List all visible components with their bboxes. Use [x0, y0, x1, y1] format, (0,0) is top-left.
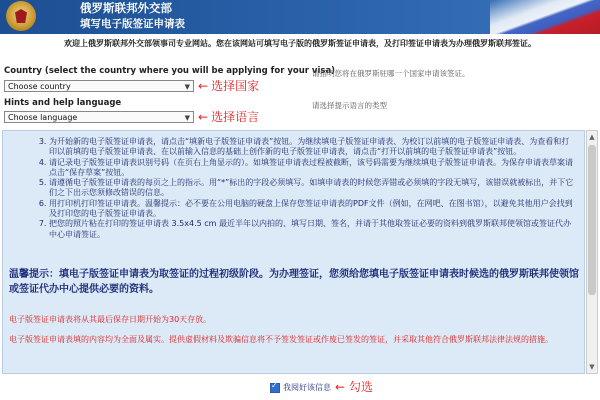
agree-checkbox-row[interactable]	[270, 382, 331, 393]
scrollbar-thumb[interactable]	[588, 145, 596, 295]
country-select-value: Choose country	[8, 82, 71, 91]
language-label: Hints and help language	[4, 98, 122, 108]
country-hint: 请指明您将在俄罗斯驻哪一个国家申请该签证。	[312, 69, 470, 78]
important-notice: 温馨提示：填电子版签证申请表为取签证的过程初级阶段。为办理签证，您须给您填电子版签证申请表时候选的俄罗斯联邦使领馆或签证代办中心提供必要的资料。	[9, 269, 579, 295]
country-annotation: ← 选择国家	[198, 79, 260, 93]
site-title: 俄罗斯联邦外交部	[80, 1, 172, 15]
scrollbar[interactable]	[586, 130, 598, 374]
country-label: Country (select the country where you will be applying for your visa)	[4, 66, 336, 76]
arrow-left-icon: ←	[198, 79, 209, 93]
arrow-left-icon: ←	[335, 380, 346, 394]
language-select-value: Choose language	[8, 113, 78, 122]
truthfulness-warning: 电子版签证申请表填的内容均为全面及属实。提供虚假材料及欺骗信息将不予签发签证或作废已签发的签证，并采取其他符合俄罗斯联邦法律法规的措施。	[9, 335, 553, 344]
chevron-down-icon: ▼	[184, 114, 190, 122]
language-annotation: ← 选择语言	[198, 110, 260, 124]
chevron-down-icon: ▼	[184, 83, 190, 91]
list-item: 3. 为开始新的电子版签证申请表，请点击“填新电子版签证申请表”按钮。为继续填电子版签证申请表、为校订以前填的电子版签证申请表、为查看和打印以前填的电子版签证申请表、在以前输入信息的基础上创作新的电子版签证申请表，请点击“打开以前填的电子版签证申请表”按钮。	[49, 137, 574, 158]
agree-label: 我阅好该信息	[283, 383, 331, 392]
list-item: 7. 把您的照片粘在打印的签证申请表 3.5x4.5 cm 最近半年以内拍的、填写日期、签名，并请于其他取签证必要的资料到俄罗斯联邦使领馆或签证代办中心申请签证。	[49, 219, 574, 240]
welcome-text: 欢迎上俄罗斯联邦外交部领事司专业网站。您在该网站可填写电子版的俄罗斯签证申请表，及打印签证申请表为办理俄罗斯联邦签证。	[64, 39, 536, 48]
info-panel[interactable]	[2, 130, 585, 374]
list-item: 5. 请遵循电子版签证申请表的每页之上的指示。用“*”标出的字段必须填写。如填申请表的时候您弄错或必须填的字段无填写，该错误就被标出，并下它们之下出示您须修改错误的信息。	[49, 178, 574, 199]
arrow-left-icon: ←	[198, 110, 209, 124]
scroll-down-icon[interactable]: ▼	[589, 363, 595, 371]
coat-of-arms-icon	[6, 1, 36, 31]
list-item: 4. 请记录电子版签证申请表识别号码（在页右上角显示的）。如填签证申请表过程被截断，该号码需要为继续填电子版签证申请表。为保存申请表草案请点击“保存草案”按钮。	[49, 158, 574, 179]
agree-annotation: ← 勾选	[335, 380, 373, 394]
russian-flag-icon	[490, 0, 600, 34]
language-hint: 请选择提示语言的类型	[312, 101, 387, 110]
language-select[interactable]	[4, 111, 194, 123]
site-subtitle: 填写电子版签证申请表	[80, 18, 185, 30]
agree-checkbox[interactable]	[270, 383, 280, 393]
country-select[interactable]	[4, 80, 194, 92]
instructions-list	[3, 131, 584, 240]
list-item: 6. 用打印机打印签证申请表。温馨提示：必不要在公用电脑的硬盘上保存您签证申请表的PDF文件（例如，在网吧、在图书馆），以避免其他用户会找到及打印您的电子版签证申请表。	[49, 199, 574, 220]
storage-warning: 电子版签证申请表将从其最后保存日期开始为30天存放。	[9, 315, 212, 324]
scroll-up-icon[interactable]: ▲	[589, 133, 595, 141]
site-header	[0, 0, 600, 34]
